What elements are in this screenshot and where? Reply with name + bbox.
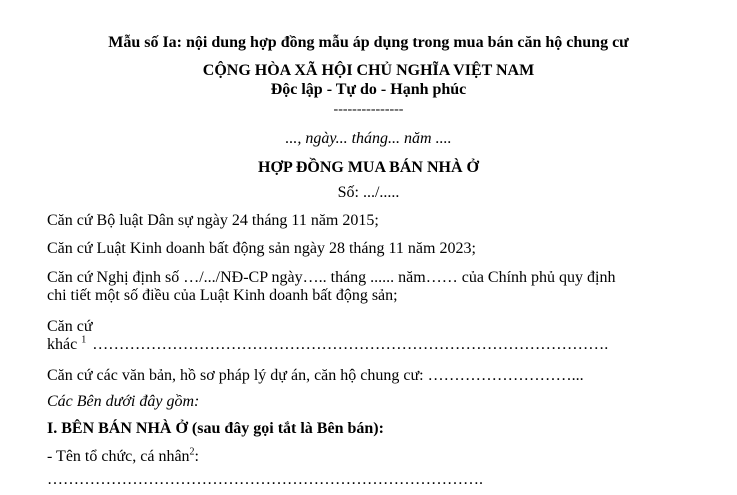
org-name-dots: ……………………………………………………………………….	[47, 471, 483, 488]
date-line: ..., ngày... tháng... năm ....	[285, 130, 452, 147]
parties-intro: Các Bên dưới đây gồm:	[47, 393, 200, 410]
divider: ---------------	[333, 102, 404, 117]
contract-number: Số: .../.....	[337, 184, 400, 201]
footnote-2: 2	[189, 446, 195, 458]
other-basis-dots: …………………………………………………………………………………….	[92, 336, 609, 353]
other-basis-line	[47, 334, 609, 353]
national-title: CỘNG HÒA XÃ HỘI CHỦ NGHĨA VIỆT NAM	[202, 62, 535, 79]
contract-title: HỢP ĐỒNG MUA BÁN NHÀ Ở	[258, 159, 479, 176]
org-name-suffix: :	[194, 448, 199, 465]
footnote-1: 1	[81, 334, 87, 346]
org-name-line	[47, 446, 199, 465]
other-basis-label: Căn cứ	[47, 318, 93, 335]
form-title: Mẫu số Ia: nội dung hợp đồng mẫu áp dụng trong mua bán căn hộ chung cư	[108, 34, 629, 51]
section-seller-heading: I. BÊN BÁN NHÀ Ở (sau đây gọi tắt là Bên bán):	[47, 420, 384, 437]
org-name-label: - Tên tổ chức, cá nhân	[47, 448, 190, 465]
legal-basis-civil-code: Căn cứ Bộ luật Dân sự ngày 24 tháng 11 năm 2015;	[47, 212, 379, 229]
legal-basis-decree-continued: chi tiết một số điều của Luật Kinh doanh bất động sản;	[47, 287, 398, 304]
other-basis-prefix: khác	[47, 336, 82, 353]
legal-basis-real-estate-law: Căn cứ Luật Kinh doanh bất động sản ngày 28 tháng 11 năm 2023;	[47, 240, 476, 257]
motto: Độc lập - Tự do - Hạnh phúc	[270, 81, 467, 98]
legal-basis-decree: Căn cứ Nghị định số …/.../NĐ-CP ngày….. tháng ...... năm…… của Chính phủ quy định	[47, 269, 616, 286]
documents-basis: Căn cứ các văn bản, hồ sơ pháp lý dự án, căn hộ chung cư: ………………………...	[47, 367, 584, 384]
